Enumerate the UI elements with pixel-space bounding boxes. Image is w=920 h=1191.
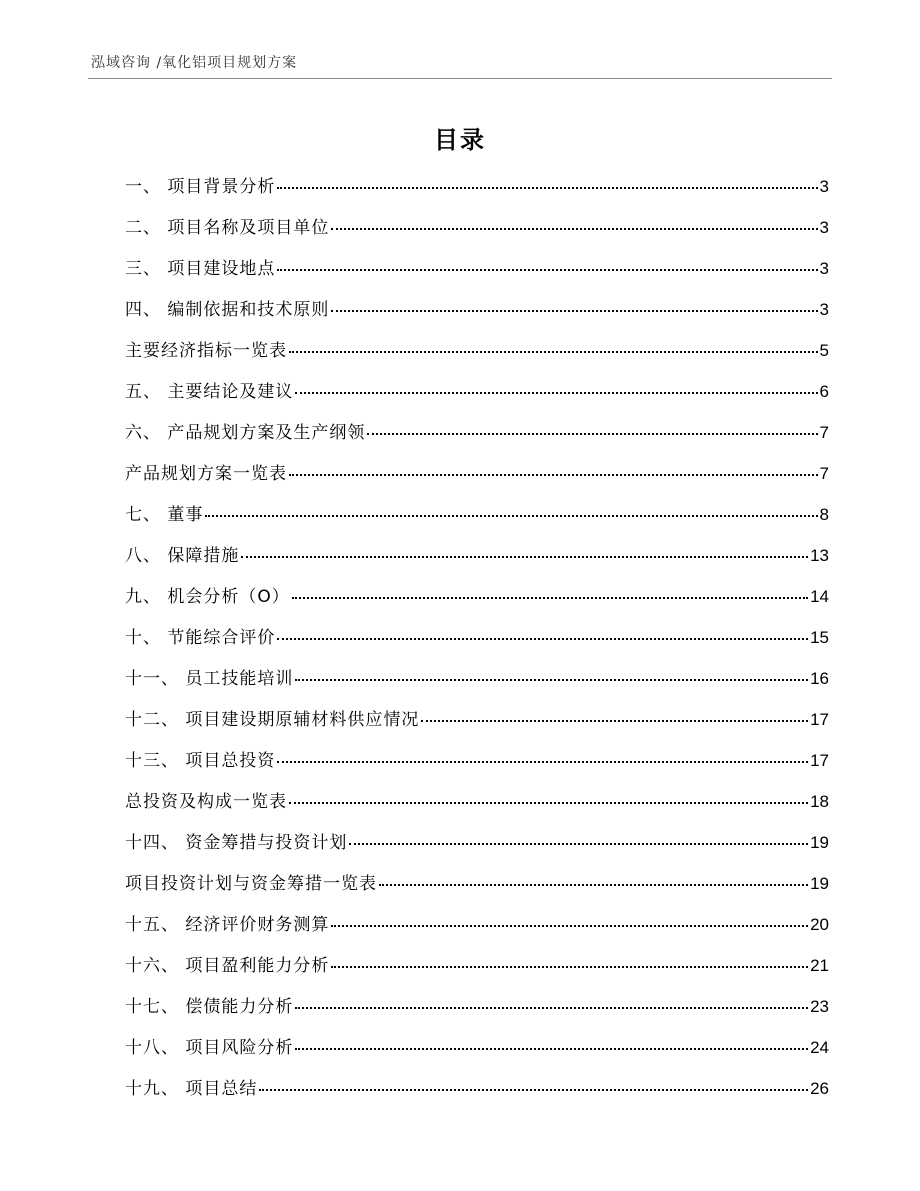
toc-entry-page: 8	[819, 505, 829, 524]
dot-leader	[349, 843, 808, 845]
header-divider	[88, 78, 832, 79]
toc-entry[interactable]	[125, 498, 829, 539]
toc-entry-page: 18	[810, 792, 829, 811]
toc-title: 目录	[434, 126, 486, 154]
toc-entry-page: 3	[819, 177, 829, 196]
table-of-contents	[125, 170, 829, 1113]
running-header: 泓域咨询 /氧化铝项目规划方案	[91, 55, 298, 71]
toc-entry-label: 项目投资计划与资金筹措一览表	[125, 874, 377, 894]
toc-entry[interactable]	[125, 457, 829, 498]
toc-entry-label: 一、 项目背景分析	[125, 177, 276, 197]
toc-entry-label: 十九、 项目总结	[125, 1079, 258, 1099]
toc-entry-label: 十三、 项目总投资	[125, 751, 276, 771]
toc-entry[interactable]	[125, 949, 829, 990]
toc-entry-page: 19	[810, 874, 829, 893]
toc-entry[interactable]	[125, 1072, 829, 1113]
dot-leader	[331, 966, 808, 968]
dot-leader	[289, 351, 818, 353]
toc-entry-page: 17	[810, 751, 829, 770]
toc-entry[interactable]	[125, 539, 829, 580]
toc-entry[interactable]	[125, 826, 829, 867]
toc-entry-page: 14	[810, 587, 829, 606]
toc-entry-page: 3	[819, 259, 829, 278]
dot-leader	[331, 228, 817, 230]
toc-entry-label: 十八、 项目风险分析	[125, 1038, 294, 1058]
toc-entry-label: 十五、 经济评价财务测算	[125, 915, 330, 935]
toc-entry-label: 十七、 偿债能力分析	[125, 997, 294, 1017]
toc-entry-label: 九、 机会分析（O）	[125, 587, 290, 607]
dot-leader	[241, 556, 808, 558]
toc-entry-page: 16	[810, 669, 829, 688]
toc-entry-page: 5	[819, 341, 829, 360]
toc-entry-page: 26	[810, 1079, 829, 1098]
toc-entry-label: 七、 董事	[125, 505, 204, 525]
toc-entry[interactable]	[125, 990, 829, 1031]
toc-entry-page: 24	[810, 1038, 829, 1057]
toc-entry[interactable]	[125, 211, 829, 252]
toc-entry[interactable]	[125, 703, 829, 744]
dot-leader	[367, 433, 817, 435]
toc-entry-page: 15	[810, 628, 829, 647]
toc-entry-label: 十一、 员工技能培训	[125, 669, 294, 689]
toc-entry-page: 21	[810, 956, 829, 975]
dot-leader	[277, 187, 817, 189]
dot-leader	[289, 802, 808, 804]
toc-entry-label: 十、 节能综合评价	[125, 628, 276, 648]
toc-entry-page: 3	[819, 300, 829, 319]
toc-entry-label: 产品规划方案一览表	[125, 464, 287, 484]
toc-entry[interactable]	[125, 662, 829, 703]
toc-entry[interactable]	[125, 744, 829, 785]
toc-entry[interactable]	[125, 293, 829, 334]
toc-entry[interactable]	[125, 580, 829, 621]
toc-entry-page: 19	[810, 833, 829, 852]
toc-entry[interactable]	[125, 375, 829, 416]
toc-entry-page: 3	[819, 218, 829, 237]
dot-leader	[259, 1089, 808, 1091]
toc-entry-label: 十六、 项目盈利能力分析	[125, 956, 330, 976]
dot-leader	[289, 474, 818, 476]
toc-entry[interactable]	[125, 1031, 829, 1072]
toc-entry-label: 十二、 项目建设期原辅材料供应情况	[125, 710, 420, 730]
dot-leader	[292, 597, 808, 599]
toc-entry-label: 二、 项目名称及项目单位	[125, 218, 330, 238]
toc-entry[interactable]	[125, 334, 829, 375]
toc-entry[interactable]	[125, 785, 829, 826]
dot-leader	[295, 1048, 808, 1050]
toc-entry-label: 五、 主要结论及建议	[125, 382, 294, 402]
dot-leader	[331, 925, 808, 927]
dot-leader	[295, 679, 808, 681]
dot-leader	[205, 515, 817, 517]
toc-entry[interactable]	[125, 908, 829, 949]
toc-entry[interactable]	[125, 252, 829, 293]
toc-entry-label: 总投资及构成一览表	[125, 792, 287, 812]
toc-entry-page: 20	[810, 915, 829, 934]
toc-entry[interactable]	[125, 416, 829, 457]
dot-leader	[331, 310, 817, 312]
toc-entry-page: 7	[819, 423, 829, 442]
toc-entry[interactable]	[125, 867, 829, 908]
dot-leader	[277, 761, 808, 763]
dot-leader	[295, 1007, 808, 1009]
toc-entry-page: 13	[810, 546, 829, 565]
toc-entry-label: 六、 产品规划方案及生产纲领	[125, 423, 366, 443]
dot-leader	[295, 392, 817, 394]
toc-entry-label: 三、 项目建设地点	[125, 259, 276, 279]
toc-entry-page: 6	[819, 382, 829, 401]
toc-entry-label: 八、 保障措施	[125, 546, 240, 566]
toc-entry-label: 十四、 资金筹措与投资计划	[125, 833, 348, 853]
toc-entry-label: 四、 编制依据和技术原则	[125, 300, 330, 320]
dot-leader	[421, 720, 808, 722]
toc-entry-page: 17	[810, 710, 829, 729]
toc-entry[interactable]	[125, 170, 829, 211]
dot-leader	[277, 269, 817, 271]
toc-entry-label: 主要经济指标一览表	[125, 341, 287, 361]
dot-leader	[277, 638, 808, 640]
toc-entry-page: 23	[810, 997, 829, 1016]
toc-entry[interactable]	[125, 621, 829, 662]
toc-entry-page: 7	[819, 464, 829, 483]
dot-leader	[379, 884, 808, 886]
